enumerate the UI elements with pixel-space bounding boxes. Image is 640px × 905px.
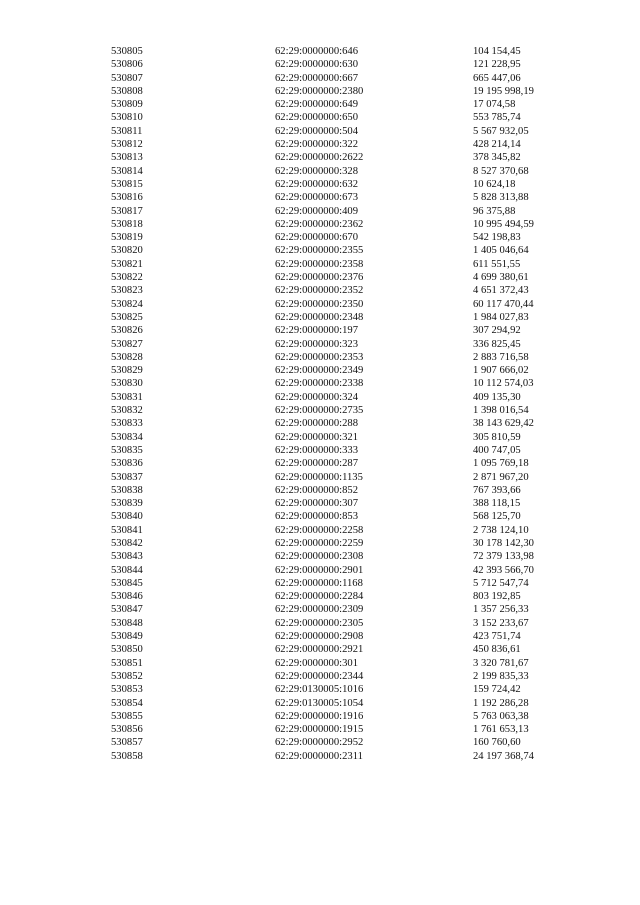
table-row — [111, 298, 561, 311]
row-code: 530822 — [111, 272, 143, 284]
row-value: 4 651 372,43 — [473, 285, 529, 297]
row-value: 4 699 380,61 — [473, 272, 529, 284]
row-cadastral-number: 62:29:0000000:1135 — [275, 471, 363, 483]
row-cadastral-number: 62:29:0000000:333 — [275, 444, 358, 456]
row-cadastral-number: 62:29:0000000:2355 — [275, 245, 364, 257]
row-cadastral-number: 62:29:0000000:2622 — [275, 152, 364, 164]
row-cadastral-number: 62:29:0000000:2348 — [275, 311, 364, 323]
row-cadastral-number: 62:29:0000000:2259 — [275, 537, 364, 549]
table-row — [111, 537, 561, 550]
row-cadastral-number: 62:29:0000000:650 — [275, 112, 358, 124]
row-value: 17 074,58 — [473, 99, 516, 111]
row-code: 530814 — [111, 165, 143, 177]
row-value: 160 760,60 — [473, 737, 521, 749]
row-value: 5 763 063,38 — [473, 710, 529, 722]
row-value: 1 405 046,64 — [473, 245, 529, 257]
table-row — [111, 710, 561, 723]
row-value: 803 192,85 — [473, 591, 521, 603]
row-code: 530809 — [111, 99, 143, 111]
row-code: 530816 — [111, 192, 143, 204]
table-row — [111, 550, 561, 563]
row-value: 611 551,55 — [473, 258, 521, 270]
row-code: 530846 — [111, 591, 143, 603]
row-code: 530835 — [111, 444, 143, 456]
table-row — [111, 471, 561, 484]
row-code: 530840 — [111, 511, 143, 523]
table-row — [111, 404, 561, 417]
row-cadastral-number: 62:29:0000000:2309 — [275, 604, 364, 616]
row-code: 530815 — [111, 178, 143, 190]
row-value: 423 751,74 — [473, 631, 521, 643]
row-code: 530832 — [111, 405, 143, 417]
row-cadastral-number: 62:29:0000000:323 — [275, 338, 358, 350]
row-cadastral-number: 62:29:0000000:324 — [275, 391, 358, 403]
row-code: 530858 — [111, 750, 143, 762]
row-cadastral-number: 62:29:0000000:2305 — [275, 617, 364, 629]
table-row — [111, 151, 561, 164]
table-row — [111, 85, 561, 98]
row-value: 378 345,82 — [473, 152, 521, 164]
table-row — [111, 231, 561, 244]
row-value: 5 828 313,88 — [473, 192, 529, 204]
row-cadastral-number: 62:29:0000000:632 — [275, 178, 358, 190]
table-row — [111, 191, 561, 204]
table-row — [111, 98, 561, 111]
row-code: 530812 — [111, 139, 143, 151]
row-code: 530849 — [111, 631, 143, 643]
row-cadastral-number: 62:29:0000000:2353 — [275, 351, 364, 363]
row-code: 530850 — [111, 644, 143, 656]
row-value: 42 393 566,70 — [473, 564, 534, 576]
row-cadastral-number: 62:29:0000000:852 — [275, 484, 358, 496]
table-row — [111, 364, 561, 377]
row-code: 530813 — [111, 152, 143, 164]
table-row — [111, 417, 561, 430]
row-code: 530807 — [111, 72, 143, 84]
row-code: 530830 — [111, 378, 143, 390]
row-value: 307 294,92 — [473, 325, 521, 337]
table-row — [111, 165, 561, 178]
row-code: 530823 — [111, 285, 143, 297]
row-value: 159 724,42 — [473, 684, 521, 696]
row-cadastral-number: 62:29:0000000:853 — [275, 511, 358, 523]
row-cadastral-number: 62:29:0000000:2735 — [275, 405, 364, 417]
row-value: 553 785,74 — [473, 112, 521, 124]
row-code: 530855 — [111, 710, 143, 722]
row-code: 530851 — [111, 657, 143, 669]
table-row — [111, 391, 561, 404]
row-code: 530817 — [111, 205, 143, 217]
row-cadastral-number: 62:29:0000000:1168 — [275, 577, 363, 589]
row-code: 530808 — [111, 85, 143, 97]
row-cadastral-number: 62:29:0000000:1916 — [275, 710, 364, 722]
table-row — [111, 244, 561, 257]
table-row — [111, 723, 561, 736]
data-table — [111, 45, 561, 763]
row-code: 530810 — [111, 112, 143, 124]
table-row — [111, 736, 561, 749]
row-value: 104 154,45 — [473, 46, 521, 57]
row-cadastral-number: 62:29:0000000:2338 — [275, 378, 364, 390]
table-row — [111, 697, 561, 710]
table-row — [111, 125, 561, 138]
row-value: 19 195 998,19 — [473, 85, 534, 97]
table-row — [111, 457, 561, 470]
row-code: 530841 — [111, 524, 143, 536]
row-value: 2 738 124,10 — [473, 524, 529, 536]
row-value: 10 112 574,03 — [473, 378, 534, 390]
row-cadastral-number: 62:29:0000000:670 — [275, 232, 358, 244]
row-value: 336 825,45 — [473, 338, 521, 350]
row-cadastral-number: 62:29:0000000:307 — [275, 498, 358, 510]
row-cadastral-number: 62:29:0000000:2908 — [275, 631, 364, 643]
row-cadastral-number: 62:29:0000000:2921 — [275, 644, 364, 656]
table-row — [111, 484, 561, 497]
row-code: 530806 — [111, 59, 143, 71]
row-cadastral-number: 62:29:0000000:649 — [275, 99, 358, 111]
row-value: 428 214,14 — [473, 139, 521, 151]
row-cadastral-number: 62:29:0000000:673 — [275, 192, 358, 204]
row-value: 30 178 142,30 — [473, 537, 534, 549]
row-code: 530847 — [111, 604, 143, 616]
row-value: 767 393,66 — [473, 484, 521, 496]
row-cadastral-number: 62:29:0000000:2308 — [275, 551, 364, 563]
row-value: 5 712 547,74 — [473, 577, 529, 589]
row-cadastral-number: 62:29:0000000:630 — [275, 59, 358, 71]
row-value: 409 135,30 — [473, 391, 521, 403]
table-row — [111, 577, 561, 590]
row-cadastral-number: 62:29:0000000:322 — [275, 139, 358, 151]
row-code: 530811 — [111, 125, 143, 137]
table-row — [111, 271, 561, 284]
row-value: 121 228,95 — [473, 59, 521, 71]
row-code: 530838 — [111, 484, 143, 496]
row-value: 665 447,06 — [473, 72, 521, 84]
row-cadastral-number: 62:29:0000000:2380 — [275, 85, 364, 97]
table-row — [111, 377, 561, 390]
row-code: 530827 — [111, 338, 143, 350]
table-row — [111, 178, 561, 191]
row-code: 530825 — [111, 311, 143, 323]
row-cadastral-number: 62:29:0130005:1054 — [275, 697, 364, 709]
table-row — [111, 258, 561, 271]
table-row — [111, 284, 561, 297]
row-value: 2 199 835,33 — [473, 670, 529, 682]
row-code: 530837 — [111, 471, 143, 483]
row-value: 388 118,15 — [473, 498, 521, 510]
row-code: 530848 — [111, 617, 143, 629]
row-cadastral-number: 62:29:0000000:321 — [275, 431, 358, 443]
table-row — [111, 590, 561, 603]
row-cadastral-number: 62:29:0000000:328 — [275, 165, 358, 177]
row-value: 24 197 368,74 — [473, 750, 534, 762]
row-cadastral-number: 62:29:0130005:1016 — [275, 684, 364, 696]
row-cadastral-number: 62:29:0000000:2358 — [275, 258, 364, 270]
row-code: 530820 — [111, 245, 143, 257]
row-cadastral-number: 62:29:0000000:667 — [275, 72, 358, 84]
row-value: 8 527 370,68 — [473, 165, 529, 177]
row-cadastral-number: 62:29:0000000:287 — [275, 458, 358, 470]
table-row — [111, 657, 561, 670]
row-code: 530824 — [111, 298, 143, 310]
row-cadastral-number: 62:29:0000000:2311 — [275, 750, 363, 762]
table-row — [111, 670, 561, 683]
row-code: 530843 — [111, 551, 143, 563]
row-value: 1 192 286,28 — [473, 697, 529, 709]
row-value: 3 320 781,67 — [473, 657, 529, 669]
table-row — [111, 444, 561, 457]
row-cadastral-number: 62:29:0000000:197 — [275, 325, 358, 337]
row-value: 1 357 256,33 — [473, 604, 529, 616]
table-row — [111, 338, 561, 351]
row-code: 530852 — [111, 670, 143, 682]
row-code: 530853 — [111, 684, 143, 696]
table-row — [111, 311, 561, 324]
row-value: 5 567 932,05 — [473, 125, 529, 137]
row-value: 3 152 233,67 — [473, 617, 529, 629]
row-code: 530844 — [111, 564, 143, 576]
table-row — [111, 218, 561, 231]
row-code: 530836 — [111, 458, 143, 470]
row-cadastral-number: 62:29:0000000:2376 — [275, 272, 364, 284]
row-value: 1 398 016,54 — [473, 405, 529, 417]
row-cadastral-number: 62:29:0000000:2344 — [275, 670, 364, 682]
table-row — [111, 111, 561, 124]
table-row — [111, 510, 561, 523]
row-value: 1 907 666,02 — [473, 365, 529, 377]
table-row — [111, 205, 561, 218]
row-cadastral-number: 62:29:0000000:2350 — [275, 298, 364, 310]
row-cadastral-number: 62:29:0000000:2901 — [275, 564, 364, 576]
table-row — [111, 750, 561, 763]
row-value: 450 836,61 — [473, 644, 521, 656]
row-cadastral-number: 62:29:0000000:2258 — [275, 524, 364, 536]
row-value: 400 747,05 — [473, 444, 521, 456]
row-cadastral-number: 62:29:0000000:504 — [275, 125, 358, 137]
row-cadastral-number: 62:29:0000000:2952 — [275, 737, 364, 749]
table-row — [111, 497, 561, 510]
table-row — [111, 72, 561, 85]
row-code: 530829 — [111, 365, 143, 377]
table-row — [111, 431, 561, 444]
table-row — [111, 324, 561, 337]
row-value: 1 761 653,13 — [473, 724, 529, 736]
row-code: 530819 — [111, 232, 143, 244]
row-value: 96 375,88 — [473, 205, 516, 217]
row-code: 530833 — [111, 418, 143, 430]
row-cadastral-number: 62:29:0000000:2349 — [275, 365, 364, 377]
row-code: 530818 — [111, 218, 143, 230]
row-code: 530821 — [111, 258, 143, 270]
row-code: 530845 — [111, 577, 143, 589]
row-value: 305 810,59 — [473, 431, 521, 443]
row-cadastral-number: 62:29:0000000:288 — [275, 418, 358, 430]
row-value: 1 095 769,18 — [473, 458, 529, 470]
row-cadastral-number: 62:29:0000000:301 — [275, 657, 358, 669]
row-code: 530828 — [111, 351, 143, 363]
row-cadastral-number: 62:29:0000000:2284 — [275, 591, 364, 603]
row-code: 530856 — [111, 724, 143, 736]
row-cadastral-number: 62:29:0000000:1915 — [275, 724, 364, 736]
table-row — [111, 58, 561, 71]
table-row — [111, 351, 561, 364]
row-value: 38 143 629,42 — [473, 418, 534, 430]
row-value: 10 624,18 — [473, 178, 516, 190]
row-value: 72 379 133,98 — [473, 551, 534, 563]
row-value: 1 984 027,83 — [473, 311, 529, 323]
table-row — [111, 138, 561, 151]
table-row — [111, 630, 561, 643]
row-cadastral-number: 62:29:0000000:646 — [275, 46, 358, 57]
table-row — [111, 524, 561, 537]
row-code: 530826 — [111, 325, 143, 337]
row-code: 530842 — [111, 537, 143, 549]
row-value: 542 198,83 — [473, 232, 521, 244]
row-value: 10 995 494,59 — [473, 218, 534, 230]
row-code: 530854 — [111, 697, 143, 709]
row-value: 2 871 967,20 — [473, 471, 529, 483]
table-row — [111, 643, 561, 656]
row-code: 530831 — [111, 391, 143, 403]
table-row — [111, 564, 561, 577]
row-cadastral-number: 62:29:0000000:2352 — [275, 285, 364, 297]
row-code: 530857 — [111, 737, 143, 749]
row-cadastral-number: 62:29:0000000:409 — [275, 205, 358, 217]
table-row — [111, 45, 561, 58]
table-row — [111, 683, 561, 696]
row-value: 2 883 716,58 — [473, 351, 529, 363]
table-row — [111, 603, 561, 616]
row-cadastral-number: 62:29:0000000:2362 — [275, 218, 364, 230]
row-value: 568 125,70 — [473, 511, 521, 523]
row-code: 530834 — [111, 431, 143, 443]
table-row — [111, 617, 561, 630]
row-code: 530839 — [111, 498, 143, 510]
row-code: 530805 — [111, 46, 143, 57]
row-value: 60 117 470,44 — [473, 298, 534, 310]
